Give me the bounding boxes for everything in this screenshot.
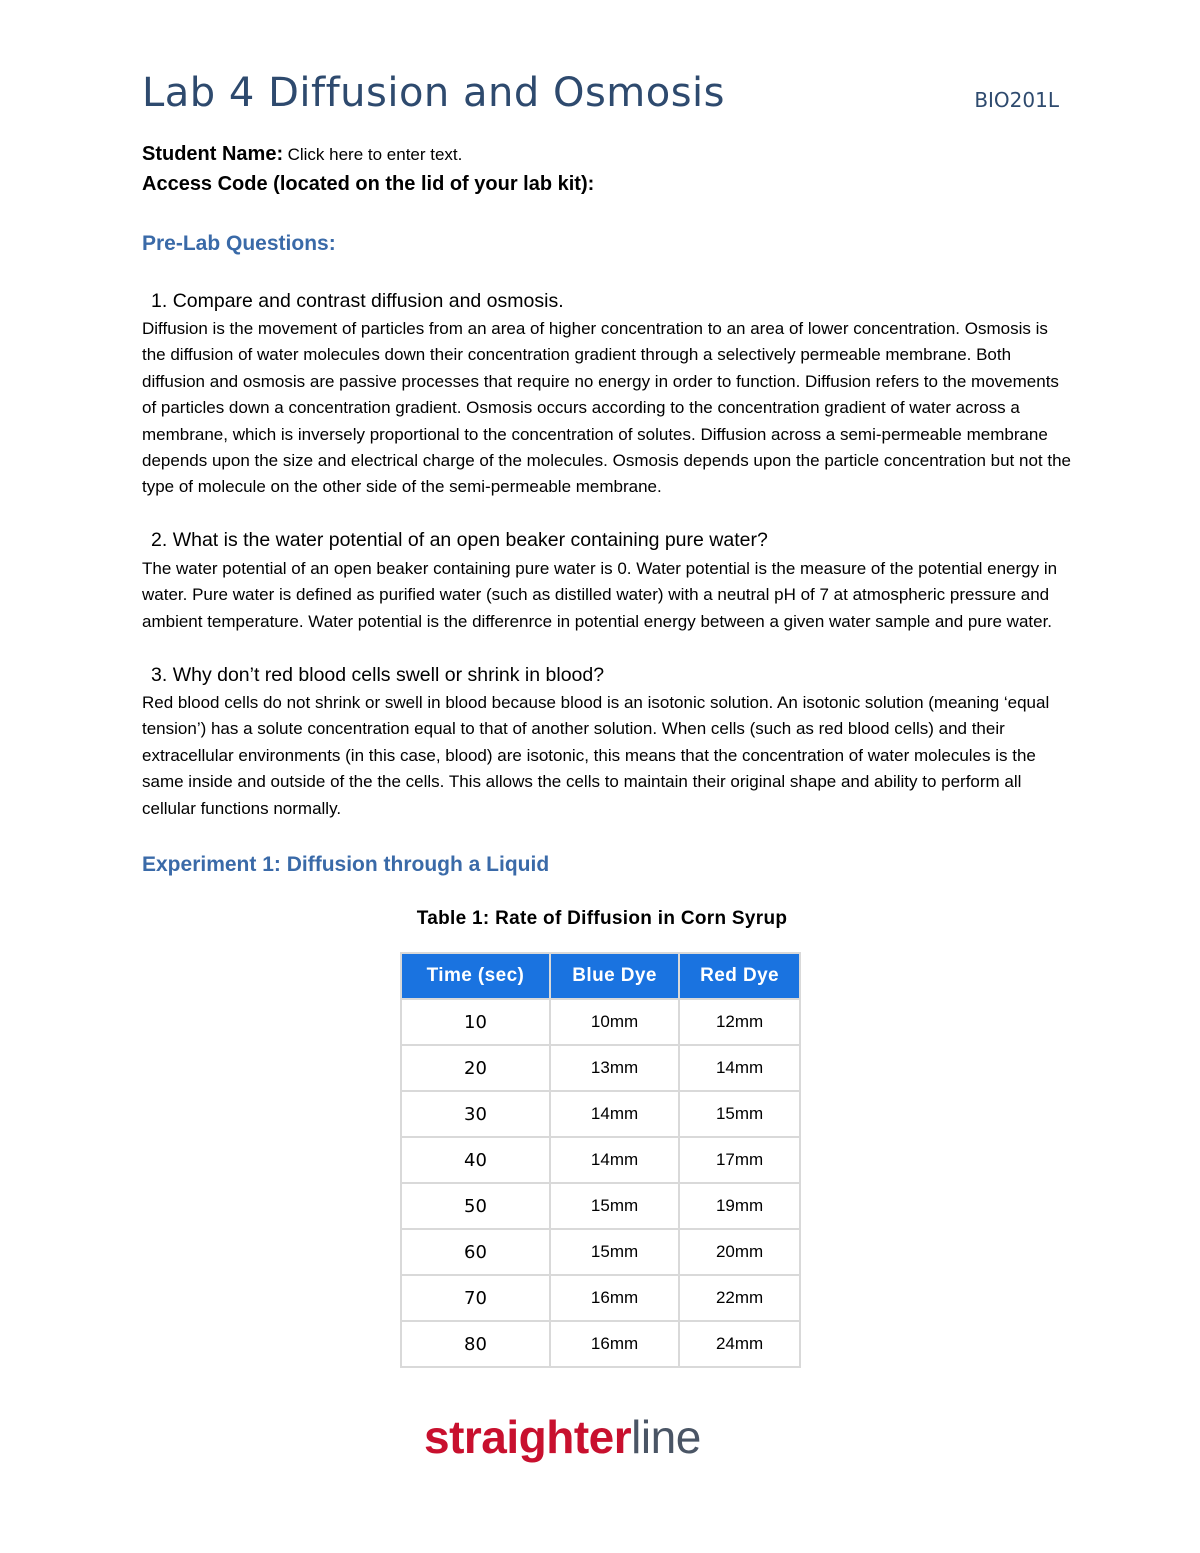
blue-dye-cell: 16mm — [550, 1275, 679, 1321]
question-2 — [151, 529, 768, 552]
time-cell: 10 — [401, 999, 550, 1045]
question-text: What is the water potential of an open beaker containing pure water? — [172, 529, 768, 551]
red-dye-cell: 12mm — [679, 999, 800, 1045]
red-dye-cell: 19mm — [679, 1183, 800, 1229]
answer-2: The water potential of an open beaker containing pure water is 0. Water potential is the measure of the potential energy in water. Pure water is defined as purified water (such as distilled water) with a neutral pH of 7 at atmospheric pressure and ambient temperature. Water potential is the differenrce in potential energy between a given water sample and pure water. — [142, 559, 1058, 631]
blue-dye-cell: 14mm — [550, 1091, 679, 1137]
table-row — [401, 1091, 800, 1137]
time-cell: 80 — [401, 1321, 550, 1367]
table-row — [401, 999, 800, 1045]
time-cell: 40 — [401, 1137, 550, 1183]
question-number: 1. — [151, 290, 168, 312]
red-dye-cell: 15mm — [679, 1091, 800, 1137]
time-cell: 20 — [401, 1045, 550, 1091]
answer-3: Red blood cells do not shrink or swell in blood because blood is an isotonic solution. An isotonic solution (meaning ‘equal tension’) has a solute concentration equal to that of another solution. When cells (such as red blood cells) and their extracellular environments (in this case, blood) are isotonic, this means that the concentration of water molecules is the same inside and outside of the the cells. This allows the cells to maintain their original shape and ability to perform all cellular functions normally. — [142, 693, 1050, 818]
student-name-field[interactable]: Click here to enter text. — [287, 145, 463, 164]
blue-dye-cell: 15mm — [550, 1229, 679, 1275]
table-row — [401, 1045, 800, 1091]
red-dye-cell: 14mm — [679, 1045, 800, 1091]
question-text: Compare and contrast diffusion and osmosis. — [172, 290, 564, 312]
column-header-blue-dye: Blue Dye — [550, 953, 679, 999]
time-cell: 60 — [401, 1229, 550, 1275]
table-row — [401, 1137, 800, 1183]
prelab-heading: Pre-Lab Questions: — [142, 232, 336, 255]
question-number: 2. — [151, 529, 168, 551]
blue-dye-cell: 16mm — [550, 1321, 679, 1367]
red-dye-cell: 24mm — [679, 1321, 800, 1367]
table-row — [401, 1229, 800, 1275]
experiment-1-heading: Experiment 1: Diffusion through a Liquid — [142, 853, 550, 876]
blue-dye-cell: 14mm — [550, 1137, 679, 1183]
access-code-line — [142, 173, 594, 196]
question-3 — [151, 664, 604, 687]
access-code-label: Access Code (located on the lid of your lab kit): — [142, 173, 595, 195]
table-row — [401, 1183, 800, 1229]
blue-dye-cell: 15mm — [550, 1183, 679, 1229]
answer-1: Diffusion is the movement of particles from an area of higher concentration to an area of lower concentration. Osmosis is the diffusion of water molecules down their concentration gradient through a selectively permeable membrane. Both diffusion and osmosis are passive processes that require no energy in order to function. Diffusion refers to the movements of particles down a concentration gradient. Osmosis occurs according to the concentration gradient of water across a membrane, which is inversely proportional to the concentration of solutes. Diffusion across a semi-permeable membrane depends upon the size and electrical charge of the molecules. Osmosis depends upon the particle concentration but not the type of molecule on the other side of the semi-permeable membrane. — [142, 319, 1071, 497]
time-cell: 50 — [401, 1183, 550, 1229]
table-title: Table 1: Rate of Diffusion in Corn Syrup — [416, 908, 788, 929]
logo-text-primary: straighter — [424, 1411, 632, 1463]
student-name-label: Student Name: — [142, 143, 284, 165]
document-title: Lab 4 Diffusion and Osmosis — [142, 70, 726, 116]
column-header-time: Time (sec) — [401, 953, 550, 999]
column-header-red-dye: Red Dye — [679, 953, 800, 999]
time-cell: 30 — [401, 1091, 550, 1137]
red-dye-cell: 17mm — [679, 1137, 800, 1183]
student-name-line — [142, 143, 462, 166]
question-1 — [151, 290, 564, 313]
logo-text-secondary: line — [631, 1411, 701, 1463]
blue-dye-cell: 13mm — [550, 1045, 679, 1091]
blue-dye-cell: 10mm — [550, 999, 679, 1045]
question-text: Why don’t red blood cells swell or shrink in blood? — [172, 664, 605, 686]
table-row — [401, 1321, 800, 1367]
red-dye-cell: 22mm — [679, 1275, 800, 1321]
table-header-row — [401, 953, 800, 999]
diffusion-table — [400, 952, 801, 1368]
red-dye-cell: 20mm — [679, 1229, 800, 1275]
table-row — [401, 1275, 800, 1321]
course-code: BIO201L — [974, 88, 1059, 112]
question-number: 3. — [151, 664, 168, 686]
time-cell: 70 — [401, 1275, 550, 1321]
straighterline-logo — [424, 1410, 701, 1464]
